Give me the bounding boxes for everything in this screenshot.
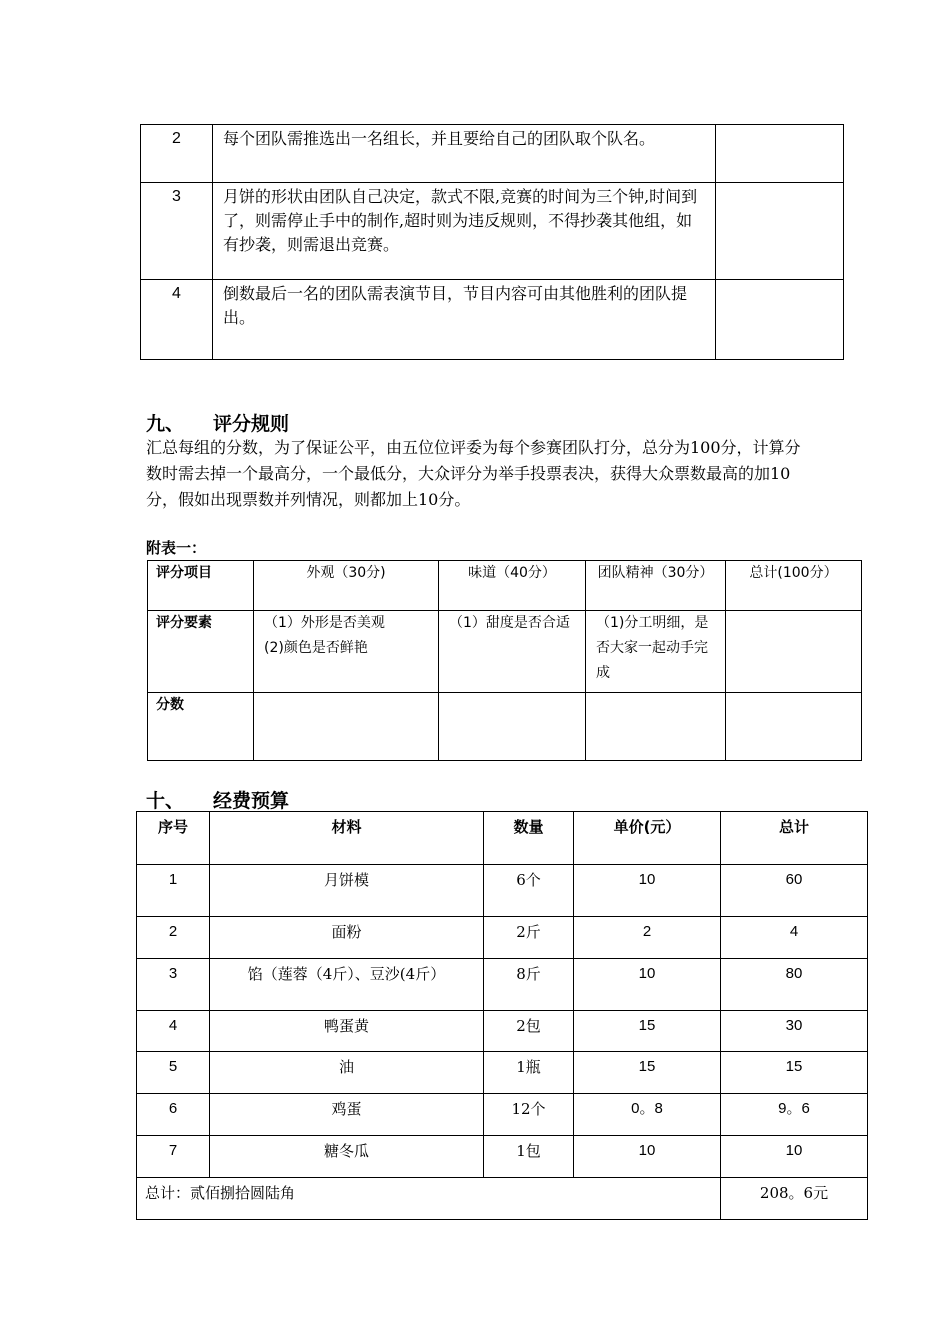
column-header: 材料 (210, 812, 484, 865)
column-header: 总计(100分） (726, 561, 862, 611)
column-header: 数量 (484, 812, 574, 865)
table-cell: （1）甜度是否合适 (439, 611, 586, 693)
table-cell: 0。8 (574, 1094, 721, 1136)
table-cell: 2包 (484, 1011, 574, 1052)
table-row (137, 1178, 868, 1220)
row-header: 评分要素 (148, 611, 254, 693)
section-number: 十、 (146, 790, 185, 812)
table-cell: 10 (721, 1136, 868, 1178)
column-header: 团队精神（30分） (586, 561, 726, 611)
table-cell: 2 (574, 917, 721, 959)
column-header: 单价(元） (574, 812, 721, 865)
rule-text: 月饼的形状由团队自己决定，款式不限,竞赛的时间为三个钟,时间到了，则需停止手中的制作,超时则为违反规则，不得抄袭其他组，如有抄袭，则需退出竞赛。 (213, 183, 716, 280)
table-cell: 4 (721, 917, 868, 959)
table-cell: 6个 (484, 865, 574, 917)
section-number: 九、 (146, 413, 185, 435)
table-cell: 7 (137, 1136, 210, 1178)
rule-text: 每个团队需推选出一名组长，并且要给自己的团队取个队名。 (213, 125, 716, 183)
section-heading (146, 786, 289, 813)
total-label: 总计：贰佰捌拾圆陆角 (137, 1178, 721, 1220)
column-header: 总计 (721, 812, 868, 865)
table-cell: 面粉 (210, 917, 484, 959)
rule-note (716, 125, 844, 183)
row-header: 分数 (148, 693, 254, 761)
table-row (148, 693, 862, 761)
table-row (148, 561, 862, 611)
table-row (137, 959, 868, 1011)
table-row (141, 280, 844, 360)
table-cell (586, 693, 726, 761)
table-row (137, 865, 868, 917)
table-row (137, 1094, 868, 1136)
table-row (137, 917, 868, 959)
column-header: 评分项目 (148, 561, 254, 611)
table-cell: 6 (137, 1094, 210, 1136)
table-cell: 15 (574, 1011, 721, 1052)
rule-number: 2 (141, 125, 213, 183)
table-cell (726, 611, 862, 693)
table-cell: 3 (137, 959, 210, 1011)
column-header: 味道（40分） (439, 561, 586, 611)
table-row (141, 183, 844, 280)
rule-note (716, 280, 844, 360)
table-cell: 1包 (484, 1136, 574, 1178)
table-cell: 12个 (484, 1094, 574, 1136)
rules-table (140, 124, 844, 360)
table-cell (726, 693, 862, 761)
table-cell: 4 (137, 1011, 210, 1052)
table-cell: （1)分工明细，是否大家一起动手完成 (586, 611, 726, 693)
section-heading (146, 409, 289, 436)
table-cell: 10 (574, 1136, 721, 1178)
table-cell: 9。6 (721, 1094, 868, 1136)
table-cell (439, 693, 586, 761)
table-caption: 附表一： (146, 539, 207, 557)
table-cell: 60 (721, 865, 868, 917)
table-cell: （1）外形是否美观 (2)颜色是否鲜艳 (254, 611, 439, 693)
total-value: 208。6元 (721, 1178, 868, 1220)
table-cell: 5 (137, 1052, 210, 1094)
table-cell: 1瓶 (484, 1052, 574, 1094)
table-cell: 10 (574, 865, 721, 917)
table-row (148, 611, 862, 693)
table-cell: 15 (574, 1052, 721, 1094)
table-cell: 80 (721, 959, 868, 1011)
section-body: 汇总每组的分数，为了保证公平，由五位位评委为每个参赛团队打分，总分为100分，计算分数时需去掉一个最高分，一个最低分，大众评分为举手投票表决，获得大众票数最高的加10分，假如出现票数并列情况，则都加上10分。 (146, 438, 801, 509)
table-row (137, 1136, 868, 1178)
rule-number: 3 (141, 183, 213, 280)
column-header: 序号 (137, 812, 210, 865)
table-row (137, 812, 868, 865)
budget-table (136, 811, 868, 1220)
table-cell: 15 (721, 1052, 868, 1094)
scoring-table (147, 560, 862, 761)
table-cell: 糖冬瓜 (210, 1136, 484, 1178)
rule-note (716, 183, 844, 280)
table-cell: 10 (574, 959, 721, 1011)
table-row (141, 125, 844, 183)
table-cell: 馅（莲蓉（4斤）、豆沙(4斤） (210, 959, 484, 1011)
rule-number: 4 (141, 280, 213, 360)
section-title: 经费预算 (213, 790, 290, 812)
table-cell: 8斤 (484, 959, 574, 1011)
table-cell: 鸡蛋 (210, 1094, 484, 1136)
table-row (137, 1011, 868, 1052)
table-cell: 2 (137, 917, 210, 959)
table-cell: 鸭蛋黄 (210, 1011, 484, 1052)
column-header: 外观（30分) (254, 561, 439, 611)
table-cell: 油 (210, 1052, 484, 1094)
table-row (137, 1052, 868, 1094)
rule-text: 倒数最后一名的团队需表演节目，节目内容可由其他胜利的团队提出。 (213, 280, 716, 360)
table-cell: 1 (137, 865, 210, 917)
table-cell: 月饼模 (210, 865, 484, 917)
table-cell (254, 693, 439, 761)
section-title: 评分规则 (213, 413, 290, 435)
table-cell: 30 (721, 1011, 868, 1052)
table-cell: 2斤 (484, 917, 574, 959)
